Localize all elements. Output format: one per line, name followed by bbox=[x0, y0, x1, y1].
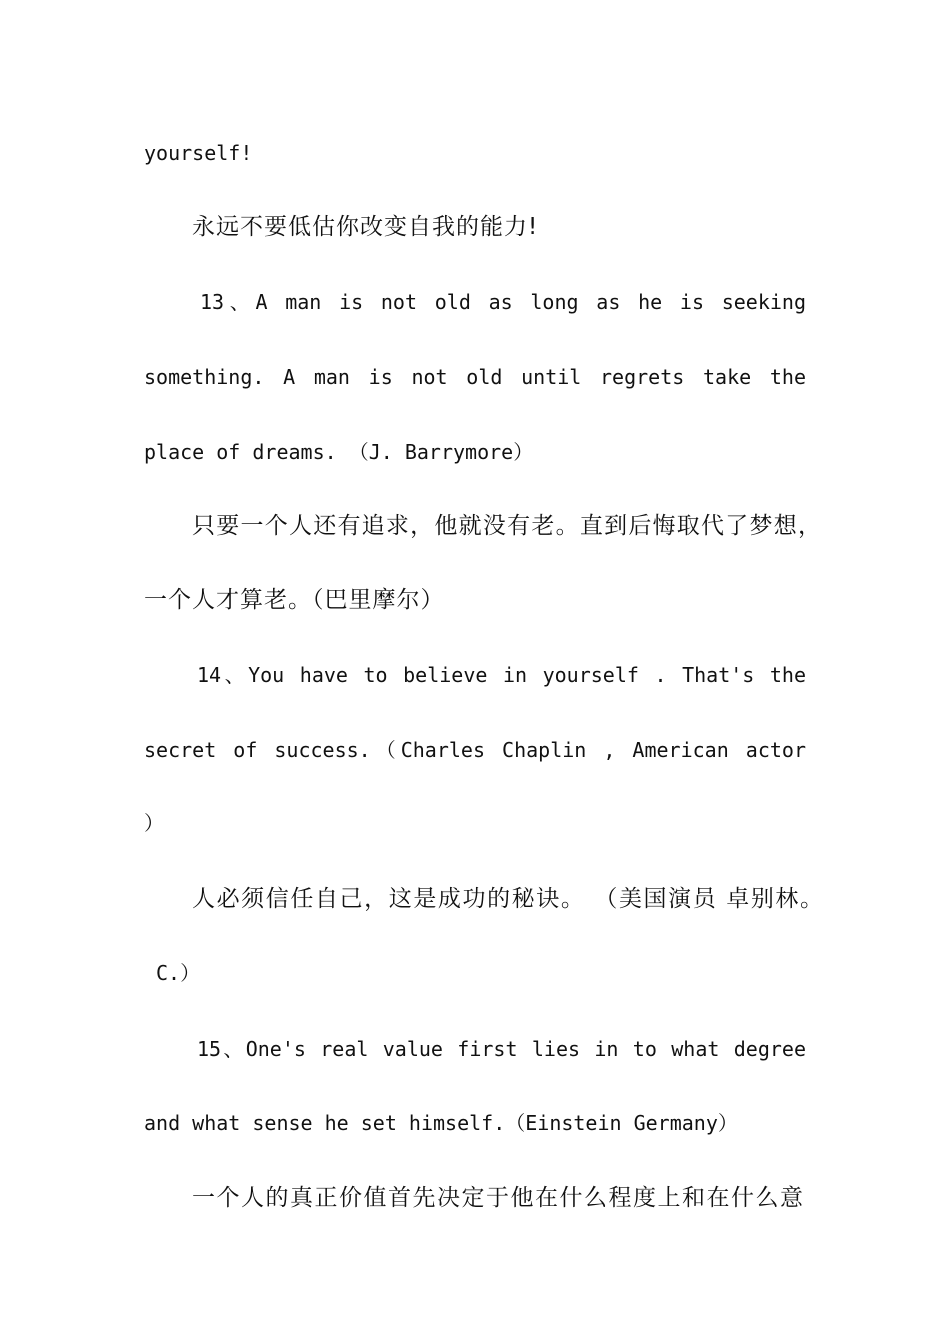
quote-15-chinese-line-1: 一个人的真正价值首先决定于他在什么程度上和在什么意 bbox=[192, 1185, 804, 1211]
quote-14-chinese-line-2: C.） bbox=[156, 961, 201, 985]
quote-14-english-line-2: secret of success.（Charles Chaplin , American actor bbox=[144, 738, 806, 762]
quote-13-english-line-2: something. A man is not old until regrets take the bbox=[144, 365, 806, 389]
quote-13-english-line-1: 13、A man is not old as long as he is seeking bbox=[200, 290, 806, 314]
quote-13-english-line-3: place of dreams. （J. Barrymore） bbox=[144, 440, 534, 464]
quote-15-english-line-1: 15、One's real value first lies in to what degree bbox=[197, 1037, 806, 1061]
quote-14-english-line-3: ） bbox=[144, 811, 164, 835]
quote-13-chinese-line-2: 一个人才算老。（巴里摩尔） bbox=[144, 587, 445, 613]
quote-13-chinese-line-1: 只要一个人还有追求，他就没有老。直到后悔取代了梦想， bbox=[192, 513, 822, 539]
quote-14-chinese-line-1: 人必须信任自己，这是成功的秘诀。 （美国演员 卓别林。 bbox=[192, 886, 824, 912]
quote-15-english-line-2: and what sense he set himself.（Einstein Germany） bbox=[144, 1111, 738, 1135]
quote-14-english-line-1: 14、You have to believe in yourself . That's the bbox=[197, 663, 806, 687]
quote-12-chinese: 永远不要低估你改变自我的能力! bbox=[192, 214, 539, 240]
quote-12-english-end: yourself! bbox=[144, 141, 253, 165]
